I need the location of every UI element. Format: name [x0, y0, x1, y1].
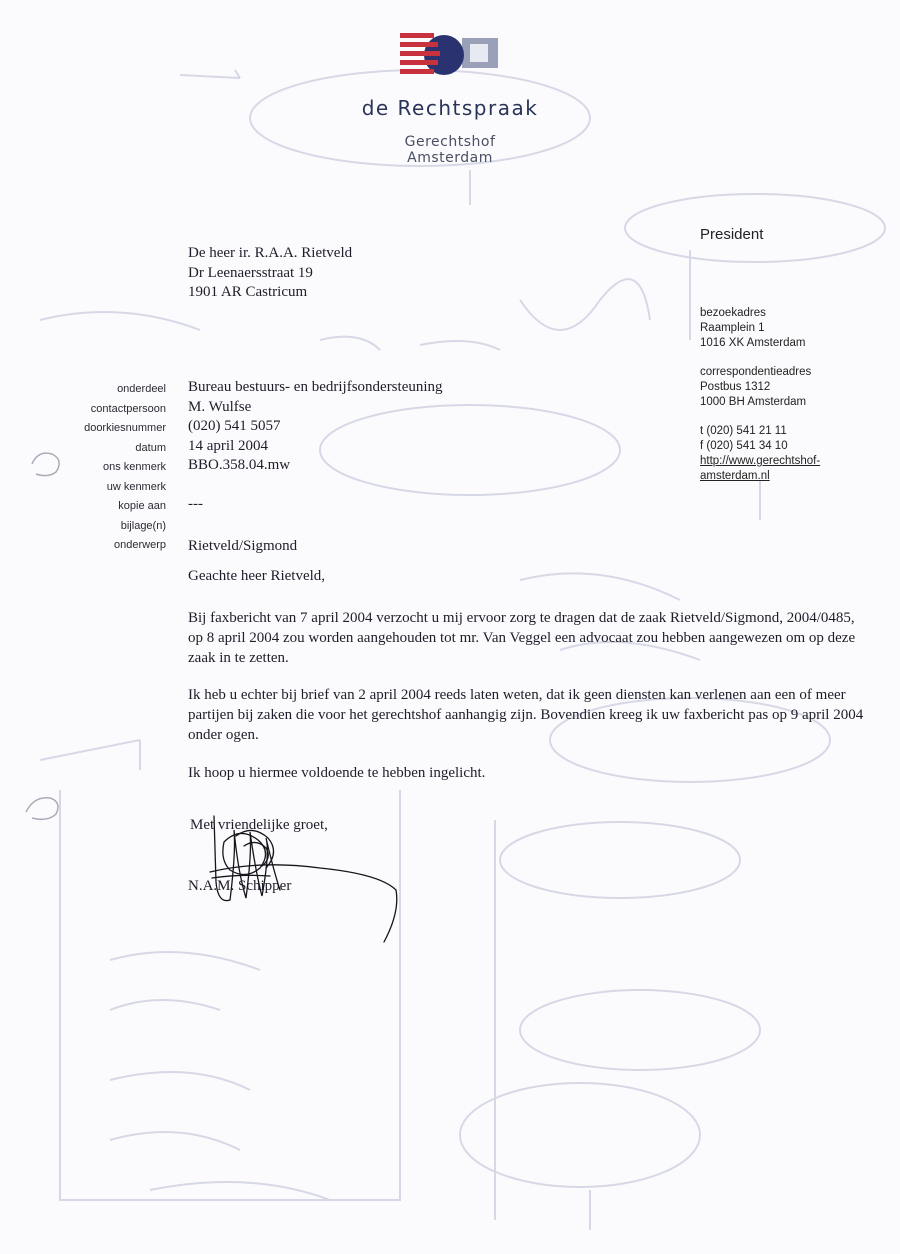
- reference-row-your-ref: [40, 477, 500, 497]
- subject-label: onderwerp: [114, 539, 166, 551]
- reference-row-our-ref: [40, 457, 500, 477]
- copy-value: ---: [188, 496, 203, 512]
- rechtspraak-logo-icon: [400, 30, 500, 80]
- contact-value: M. Wulfse: [188, 398, 252, 415]
- paragraph-2: Ik heb u echter bij brief van 2 april 2004 reeds laten weten, dat ik geen diensten kan verlenen aan een of meer partijen bij zaken die voor het gerechtshof aanhangig zijn. Bovendien kreeg ik uw faxbericht pas op 9 april 2004 onder ogen.: [188, 687, 864, 743]
- subject-value: Rietveld/Sigmond: [188, 538, 298, 554]
- visit-city: 1016 XK Amsterdam: [700, 337, 806, 349]
- court-name: [330, 134, 570, 166]
- visit-address: [700, 306, 880, 351]
- our-ref-label: ons kenmerk: [103, 461, 166, 473]
- website-link-line-2[interactable]: amsterdam.nl: [700, 470, 770, 482]
- attachments-label: bijlage(n): [120, 519, 166, 532]
- contact-label: contactpersoon: [90, 402, 166, 415]
- mail-address: [700, 365, 880, 410]
- reference-row-date: [40, 438, 500, 458]
- mail-city: 1000 BH Amsterdam: [700, 396, 807, 408]
- salutation: Geachte heer Rietveld,: [188, 568, 326, 584]
- reference-row-contact: [40, 399, 500, 419]
- recipient-city: 1901 AR Castricum: [188, 284, 308, 300]
- recipient-name: De heer ir. R.A.A. Rietveld: [188, 245, 353, 261]
- department-label: onderdeel: [117, 383, 166, 395]
- recipient-street: Dr Leenaersstraat 19: [188, 264, 313, 281]
- reference-row-copy: [40, 496, 500, 516]
- court-line-2: Amsterdam: [407, 150, 493, 166]
- paragraph-3: Ik hoop u hiermee voldoende te hebben ingelicht.: [188, 765, 486, 781]
- date-value: 14 april 2004: [188, 437, 268, 454]
- sender-role: President: [700, 226, 764, 243]
- mail-label: correspondentieadres: [700, 366, 812, 378]
- recipient-address: [188, 244, 352, 303]
- website-link-line-1[interactable]: http://www.gerechtshof-: [700, 455, 821, 467]
- reference-row-department: [40, 379, 500, 399]
- direct-line-value: (020) 541 5057: [188, 418, 281, 434]
- mail-box: Postbus 1312: [700, 381, 771, 393]
- handwritten-signature-icon: [200, 812, 410, 952]
- fold-mark-bottom: [22, 788, 66, 828]
- phone-number: t (020) 541 21 11: [700, 425, 787, 437]
- visit-label: bezoekadres: [700, 307, 766, 319]
- closing: Met vriendelijke groet,: [190, 817, 328, 833]
- signer-name: N.A.M. Schipper: [188, 878, 292, 894]
- sender-column: [700, 226, 880, 498]
- department-value: Bureau bestuurs- en bedrijfsondersteuning: [188, 379, 443, 395]
- copy-label: kopie aan: [118, 500, 166, 512]
- direct-line-label: doorkiesnummer: [84, 422, 166, 434]
- visit-street: Raamplein 1: [700, 322, 765, 334]
- contact-numbers: [700, 424, 880, 484]
- reference-row-attachments: [40, 516, 500, 536]
- date-label: datum: [135, 441, 166, 454]
- reference-table: [40, 379, 500, 557]
- court-line-1: Gerechtshof: [404, 134, 496, 150]
- reference-row-direct-line: [40, 418, 500, 438]
- brand-name: de Rechtspraak: [361, 96, 539, 120]
- our-ref-value: BBO.358.04.mw: [188, 457, 291, 473]
- reference-row-subject: [40, 535, 500, 557]
- your-ref-label: uw kenmerk: [106, 480, 166, 493]
- fax-number: f (020) 541 34 10: [700, 440, 788, 452]
- paragraph-1: Bij faxbericht van 7 april 2004 verzocht u mij ervoor zorg te dragen dat de zaak Rietveld/Sigmond, 2004/0485, op 8 april 2004 zou worden aangehouden tot mr. Van Veggel een advocaat zou hebben aangewezen om op deze zaak in te zetten.: [188, 610, 856, 666]
